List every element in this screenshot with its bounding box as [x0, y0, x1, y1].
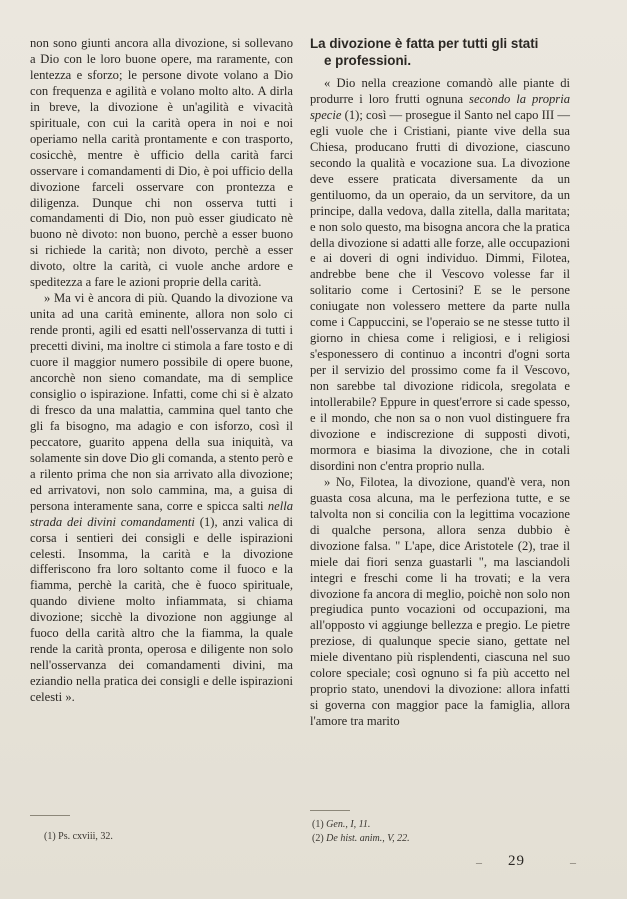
right-footnote-1 — [312, 818, 370, 831]
page-number-dash-right: – — [570, 855, 576, 869]
page-number: 29 — [508, 853, 525, 869]
left-italic-phrase: nella strada dei divini comandamenti — [30, 498, 293, 529]
section-heading — [310, 36, 570, 69]
heading-line-1: La divozione è fatta per tutti gli stati — [310, 36, 539, 51]
right-footnote-2-num: (2) — [312, 833, 324, 844]
right-column — [310, 36, 570, 730]
right-footnote-2 — [312, 832, 410, 845]
right-footnote-rule — [310, 810, 350, 811]
page-number-dash-left: – — [476, 855, 482, 869]
right-italic-phrase: secondo la propria specie — [310, 91, 570, 122]
left-footnote-rule — [30, 815, 70, 816]
left-paragraph-2-continuation: (1), anzi valica di corsa i sentieri dei consigli e delle ispirazioni celesti. Insomma, la carità e la divozione differiscono fra loro soltanto come il fuoco e la fiamma, perchè la carità, che è fuoco spirituale, quando diviene molto infiammata, si chiama divozione; sicchè la divozione non aggiunge al fuoco della carità altro che la fiamma, la quale rende la carità pronta, operosa e diligente non solo nell'osservanza dei comandamenti divini, ma eziandio nella pratica dei consigli e delle ispirazioni celesti ». — [30, 514, 293, 705]
right-paragraph-2: » No, Filotea, la divozione, quand'è vera, non guasta cosa alcuna, ma le perfeziona tutte, e se talvolta non si concilia con la legittima vocazione di qualche persona, allora senza dubbio è divozione falsa. " L'ape, dice Aristotele (2), trae il miele dai fiori senza guastarli ", ma lasciandoli integri e freschi come li ha trovati; e la vera divozione fa ancora di meglio, poichè non solo non pregiudica punto vocazioni od occupazioni, ma all'opposto vi aggiunge bellezza e pregio. Le pietre preziose, di qualunque specie siano, gettate nel miele diventano più risplendenti, ciascuna nel suo colore speciale; così ognuno si fa più accetto nel proprio stato, unendovi la divozione: allora infatti si governa con maggior pace la famiglia, allora l'amore tra marito — [310, 474, 570, 729]
heading-line-2: e professioni. — [324, 52, 412, 68]
left-column — [30, 36, 293, 706]
left-paragraph-2 — [30, 291, 293, 706]
left-paragraph-1: non sono giunti ancora alla divozione, si sollevano a Dio con le loro buone opere, ma raramente, con lentezza e sforzo; le persone divote volano a Dio con frequenza e agilità e volano molto alto. A dirla in breve, la divozione è un'agilità e vivacità spirituale, con cui la carità opera in noi e noi operiamo nella carità prontamente e con trasporto, cosicchè, mentre è ufficio della carità farci osservare i comandamenti di Dio, è poi ufficio della divozione farceli osservare con prontezza e diligenza. Dunque chi non osserva tutti i comandamenti di Dio, non può esser giudicato nè buono nè divoto: non buono, perchè a esser buono si richiede la carità; non divoto, perchè a esser divoto, oltre la carità, ci vuole anche ardore e speditezza a fare le azioni proprie della carità. — [30, 36, 293, 290]
right-paragraph-1-rest: (1); così — prosegue il Santo nel capo III — egli vuole che i Cristiani, piante vive della sua Chiesa, producano frutti di divozione, ciascuno secondo la qualità e vocazione sua. La divozione deve essere praticata diversamente da un gentiluomo, da un operaio, da un servitore, da un principe, dalla vedova, dalla zitella, dalla maritata; e non solo questo, ma bisogna ancora che la pratica della divozione si adatti alle forze, alle occupazioni e ai doveri di ogni individuo. Dimmi, Filotea, andrebbe bene che il Vescovo volesse far il solitario come i Certosini? E se le persone coniugate non volessero mettere da parte nulla come i Cappuccini, se l'operaio se ne stesse tutto il giorno in chiesa come i religiosi, e i religiosi s'esponessero di continuo a incontri d'ogni sorta per il servizio del prossimo come fa il Vescovo, non sarebbe tal divozione ridicola, sregolata e intollerabile? Eppure in quest'errore si cade spesso, e il mondo, che non sa o non vuol distinguere fra divozione e indiscrezione di supposti divoti, mormora e biasima la divozione, che in cotali disordini non c'entra proprio nulla. — [310, 107, 570, 473]
left-footnote: (1) Ps. cxviii, 32. — [44, 831, 113, 842]
right-footnote-1-ref: Gen., I, 11. — [326, 819, 371, 830]
right-footnote-1-num: (1) — [312, 819, 324, 830]
right-paragraph-1-start: « Dio nella creazione comandò alle piante di produrre i loro frutti ognuna — [310, 76, 570, 106]
right-footnote-2-ref: De hist. anim., V, 22. — [326, 833, 410, 844]
right-paragraph-1 — [310, 76, 570, 475]
left-paragraph-2-text: » Ma vi è ancora di più. Quando la divozione va unita ad una carità eminente, allora non solo ci rende pronti, agili ed esatti nell'osservanza di tutti i precetti divini, ma inoltre ci stimola a fare tosto e di cuore il maggior numero possibile di opere buone, ancorchè non sieno comandate, ma di semplice consiglio o ispirazione. Infatti, come chi si è alzato di fresco da una malattia, cammina quel tanto che gli fa bisogno, ma adagio e con isforzo, così il peccatore, guarito appena della sua iniquità, va solamente sin dove Dio gli comanda, a stento però e a rilento prima che non sia arrivato alla divozione; ed arrivatovi, non solo cammina, ma, a guisa di persona interamente sana, corre e spicca salti — [30, 291, 293, 513]
